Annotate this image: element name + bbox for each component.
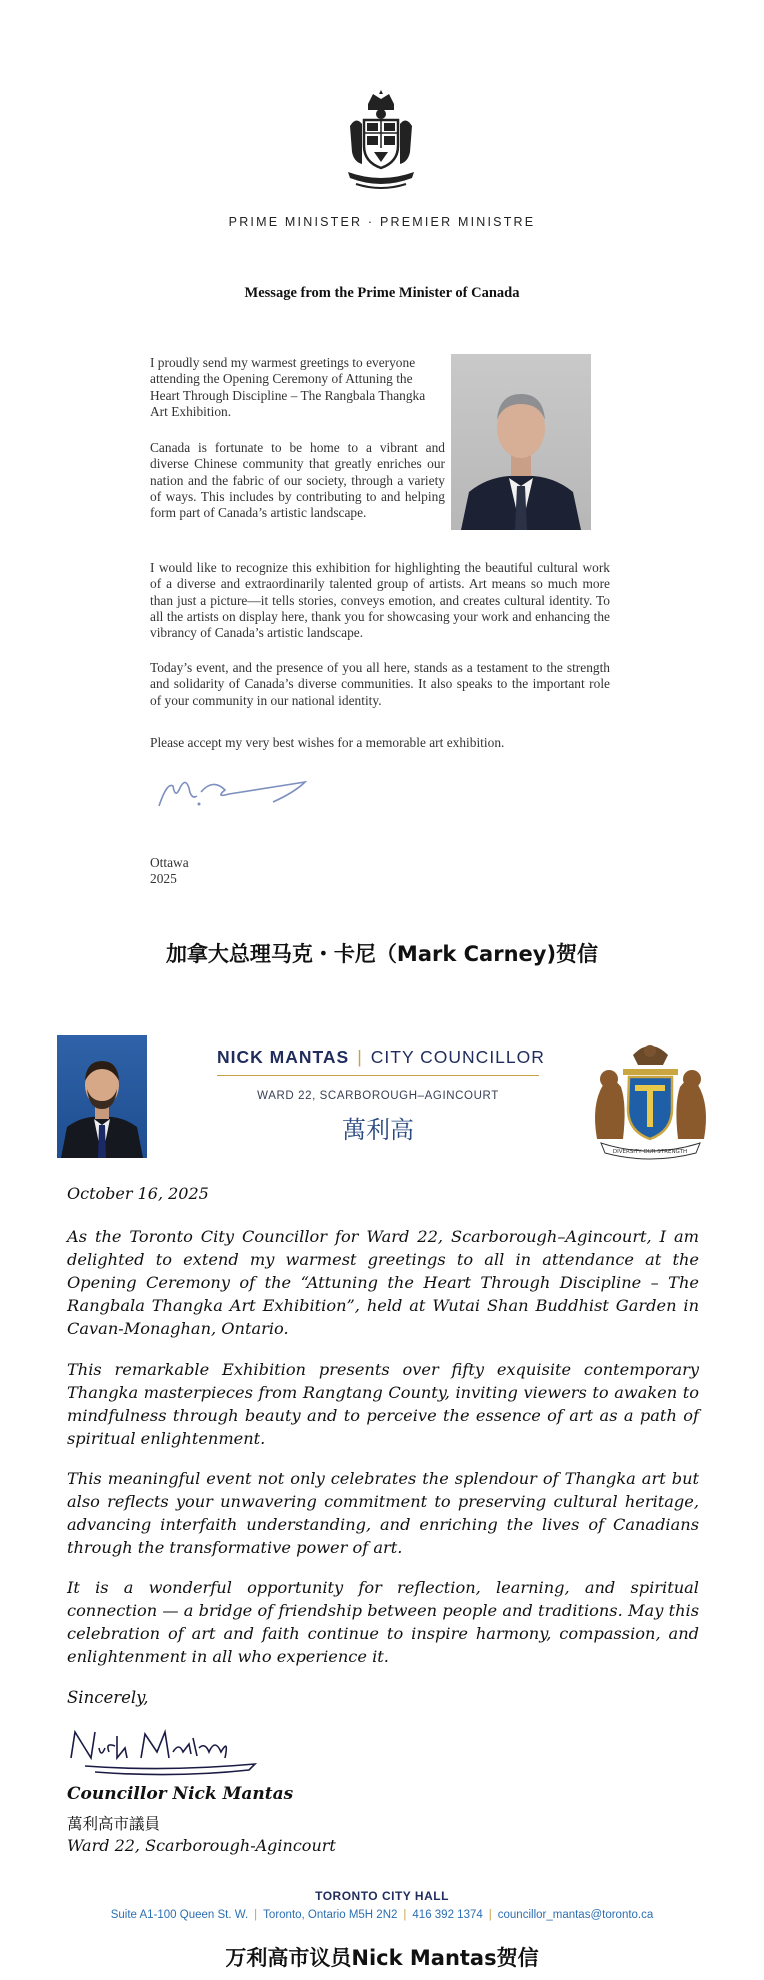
councillor-signature — [65, 1718, 265, 1780]
letter-date: October 16, 2025 — [67, 1184, 209, 1203]
crest-motto: DIVERSITY OUR STRENGTH — [612, 1149, 688, 1155]
pm-year: 2025 — [150, 871, 177, 886]
pm-letter-heading: Message from the Prime Minister of Canada — [244, 285, 520, 301]
footer-separator: | — [488, 1909, 492, 1921]
footer-city: Toronto, Ontario M5H 2N2 — [263, 1909, 398, 1921]
letter-closing: Sincerely, — [67, 1688, 149, 1707]
footer-phone: 416 392 1374 — [412, 1909, 483, 1921]
signatory-chinese-title: 萬利高市議員 — [67, 1815, 161, 1833]
signatory-name: Councillor Nick Mantas — [67, 1784, 294, 1804]
pm-signature — [155, 768, 315, 818]
canada-coat-of-arms-icon — [340, 88, 422, 194]
letterhead-rule — [217, 1075, 539, 1076]
pm-paragraph: Today’s event, and the presence of you all here, stands as a testament to the strength and solidarity of Canada’s diverse communities. It also speaks to the important role of your community in our national identity. — [150, 660, 610, 708]
footer-separator: | — [403, 1909, 407, 1921]
councillor-paragraph: As the Toronto City Councillor for Ward 22, Scarborough–Agincourt, I am delighted to extend my warmest greetings to all in attendance at the Opening Ceremony of the “Attuning the Heart Through Discipline – The Rangbala Thangka Art Exhibition”, held at Wutai Shan Buddhist Garden in Cavan-Monaghan, Ontario. — [67, 1227, 699, 1338]
footer-separator: | — [254, 1909, 258, 1921]
councillor-ward: WARD 22, SCARBOROUGH–AGINCOURT — [257, 1090, 499, 1102]
pm-letter-caption: 加拿大总理马克・卡尼（Mark Carney)贺信 — [165, 942, 599, 966]
councillor-chinese-name: 萬利高 — [342, 1116, 414, 1144]
pm-paragraph: I would like to recognize this exhibition for highlighting the beautiful cultural work of a diverse and extraordinarily talented group of artists. Art means so much more than just a picture—it tells stories, conveys emotion, and creates cultural identity. To all the artists on display here, thank you for showcasing your work and enhancing the vibrancy of Canada’s artistic landscape. — [150, 560, 610, 641]
footer-email[interactable]: councillor_mantas@toronto.ca — [497, 1909, 654, 1921]
councillor-paragraph: This remarkable Exhibition presents over fifty exquisite contemporary Thangka masterpieces from Rangtang County, inviting viewers to awaken to mindfulness through beauty and to perceive the essence of art as a path of spiritual enlightenment. — [67, 1360, 699, 1448]
signatory-ward: Ward 22, Scarborough-Agincourt — [67, 1836, 336, 1855]
pm-paragraph: Please accept my very best wishes for a memorable art exhibition. — [150, 735, 505, 750]
councillor-name: NICK MANTAS — [217, 1047, 350, 1067]
councillor-paragraph: This meaningful event not only celebrates the splendour of Thangka art but also reflects your unwavering commitment to preserving cultural heritage, advancing interfaith understanding, and enriching the lives of Canadians through the transformative power of art. — [67, 1469, 699, 1557]
footer-contact-line — [0, 1909, 764, 1921]
footer-address: Suite A1-100 Queen St. W. — [110, 1909, 249, 1921]
councillor-letterhead-title — [217, 1047, 545, 1068]
footer-city-hall: TORONTO CITY HALL — [315, 1889, 449, 1903]
pm-city: Ottawa — [150, 855, 189, 870]
pm-portrait-photo — [451, 354, 591, 530]
pm-paragraph: I proudly send my warmest greetings to everyone attending the Opening Ceremony of Attuning the Heart Through Discipline – The Rangbala Thangka Art Exhibition. — [150, 355, 426, 419]
councillor-paragraph: It is a wonderful opportunity for reflection, learning, and spiritual connection — a bridge of friendship between people and traditions. May this celebration of art and faith continue to inspire harmony, compassion, and enlightenment in all who experience it. — [67, 1578, 699, 1666]
pm-paragraph: Canada is fortunate to be home to a vibrant and diverse Chinese community that greatly enriches our nation and the fabric of our society, through a variety of ways. This includes by contributing to and helping form part of Canada’s artistic landscape. — [150, 440, 445, 521]
councillor-letter-caption: 万利高市议员Nick Mantas贺信 — [225, 1946, 539, 1970]
letterhead-separator: | — [357, 1047, 363, 1067]
councillor-portrait-photo — [57, 1035, 147, 1158]
councillor-title: CITY COUNCILLOR — [370, 1047, 545, 1067]
pm-office-title: PRIME MINISTER · PREMIER MINISTRE — [228, 215, 536, 229]
toronto-coat-of-arms-icon — [583, 1035, 718, 1160]
